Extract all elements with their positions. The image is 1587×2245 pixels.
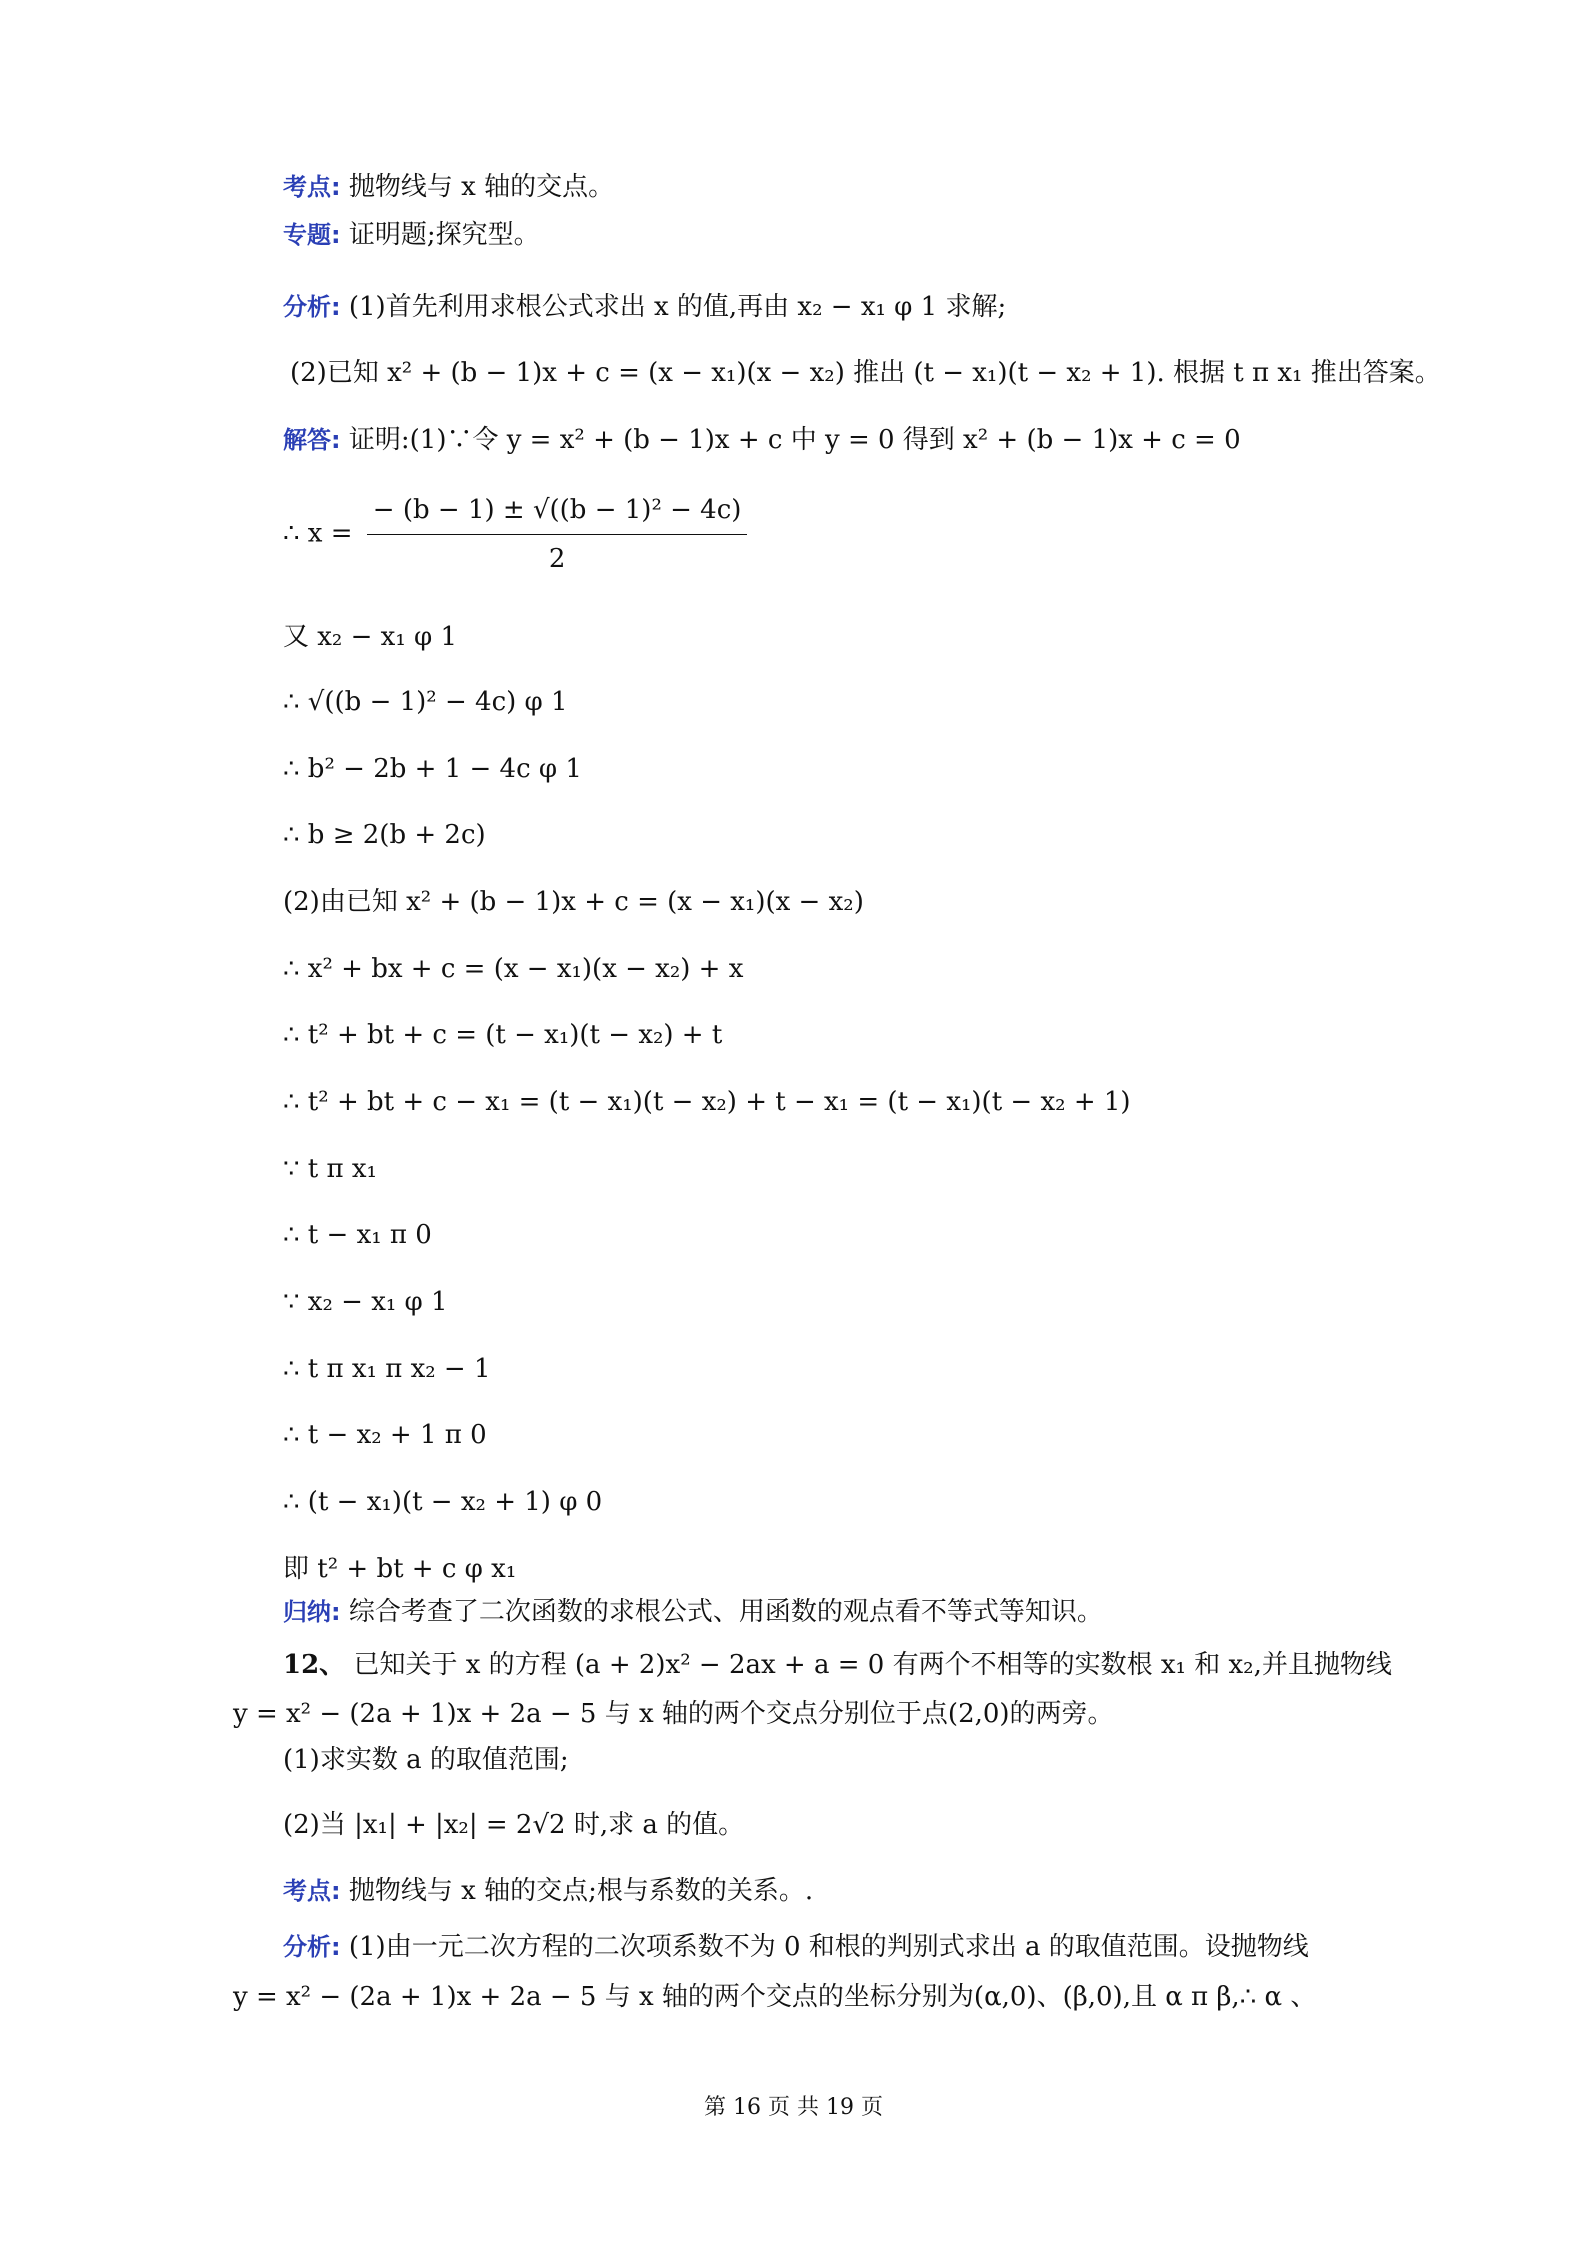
jieda-label: 解答: xyxy=(283,426,341,454)
p12-fenxi-line-2: y = x² − (2a + 1)x + 2a − 5 与 x 轴的两个交点的坐标分别为(α,0)、(β,0),且 α π β,∴ α 、 xyxy=(233,1982,1317,2012)
step-line: ∵ x₂ − x₁ φ 1 xyxy=(283,1287,448,1317)
step-line: ∴ t² + bt + c = (t − x₁)(t − x₂) + t xyxy=(283,1020,723,1050)
kaodian-text: 抛物线与 x 轴的交点。 xyxy=(348,172,615,202)
step-line: ∴ t π x₁ π x₂ − 1 xyxy=(283,1354,491,1384)
kaodian-label: 考点: xyxy=(283,173,341,201)
problem-stem-2: y = x² − (2a + 1)x + 2a − 5 与 x 轴的两个交点分别位于点(2,0)的两旁。 xyxy=(233,1699,1114,1729)
fenxi-label: 分析: xyxy=(283,1933,341,1961)
guina-text: 综合考查了二次函数的求根公式、用函数的观点看不等式等知识。 xyxy=(348,1597,1103,1627)
step-line: 即 t² + bt + c φ x₁ xyxy=(283,1554,517,1584)
step-line: ∴ x² + bx + c = (x − x₁)(x − x₂) + x xyxy=(283,954,744,984)
step-line: ∴ b² − 2b + 1 − 4c φ 1 xyxy=(283,754,582,784)
p12-fenxi-line xyxy=(283,1930,1407,1964)
question-2: (2)当 |x₁| + |x₂| = 2√2 时,求 a 的值。 xyxy=(283,1810,745,1840)
step-line: ∴ b ≥ 2(b + 2c) xyxy=(283,820,486,850)
fenxi-text: (1)首先利用求根公式求出 x 的值,再由 x₂ − x₁ φ 1 求解; xyxy=(348,292,1007,322)
zhuanti-label: 专题: xyxy=(283,221,341,249)
formula-denominator: 2 xyxy=(548,544,566,574)
step-line: 又 x₂ − x₁ φ 1 xyxy=(283,622,458,652)
step-line: ∴ t − x₁ π 0 xyxy=(283,1220,432,1250)
question-1: (1)求实数 a 的取值范围; xyxy=(283,1745,569,1775)
p12-kaodian-line xyxy=(283,1874,1407,1908)
fenxi-text: (1)由一元二次方程的二次项系数不为 0 和根的判别式求出 a 的取值范围。设抛物线 xyxy=(348,1932,1309,1962)
formula-numerator: − (b − 1) ± √((b − 1)² − 4c) xyxy=(367,490,748,535)
guina-line xyxy=(283,1595,1407,1629)
fenxi-line xyxy=(283,290,1407,324)
step-line: ∴ t − x₂ + 1 π 0 xyxy=(283,1420,487,1450)
zhuanti-line xyxy=(283,218,1407,252)
page-footer: 第 16 页 共 19 页 xyxy=(704,2095,883,2120)
step-line: ∴ (t − x₁)(t − x₂ + 1) φ 0 xyxy=(283,1487,603,1517)
fenxi-line-2: (2)已知 x² + (b − 1)x + c = (x − x₁)(x − x₂) 推出 (t − x₁)(t − x₂ + 1). 根据 t π x₁ 推出答案。 xyxy=(290,358,1441,388)
problem-number: 12、 xyxy=(283,1650,346,1680)
formula-fraction xyxy=(367,490,748,579)
guina-label: 归纳: xyxy=(283,1598,341,1626)
jieda-text: 证明:(1)∵令 y = x² + (b − 1)x + c 中 y = 0 得到 x² + (b − 1)x + c = 0 xyxy=(348,425,1241,455)
kaodian-line xyxy=(283,170,1407,204)
step-line: (2)由已知 x² + (b − 1)x + c = (x − x₁)(x − x₂) xyxy=(283,887,864,917)
problem-12-stem xyxy=(283,1648,1407,1682)
jieda-line xyxy=(283,423,1407,457)
root-formula xyxy=(283,490,1407,579)
kaodian-text: 抛物线与 x 轴的交点;根与系数的关系。. xyxy=(348,1876,814,1906)
step-line: ∵ t π x₁ xyxy=(283,1154,377,1184)
fenxi-label: 分析: xyxy=(283,293,341,321)
problem-stem-1: 已知关于 x 的方程 (a + 2)x² − 2ax + a = 0 有两个不相等的实数根 x₁ 和 x₂,并且抛物线 xyxy=(353,1650,1392,1680)
step-line: ∴ √((b − 1)² − 4c) φ 1 xyxy=(283,687,568,717)
step-line: ∴ t² + bt + c − x₁ = (t − x₁)(t − x₂) + t − x₁ = (t − x₁)(t − x₂ + 1) xyxy=(283,1087,1131,1117)
kaodian-label: 考点: xyxy=(283,1877,341,1905)
zhuanti-text: 证明题;探究型。 xyxy=(348,220,540,250)
formula-prefix: ∴ x = xyxy=(283,518,353,549)
